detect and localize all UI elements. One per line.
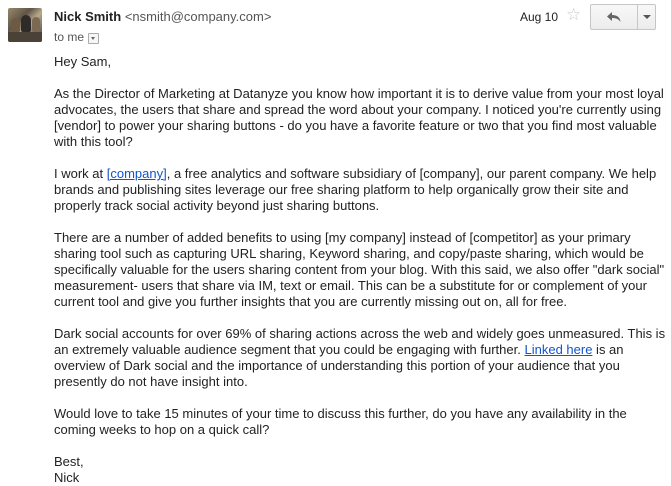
- message-body: [54, 54, 666, 486]
- paragraph-company: [54, 166, 666, 214]
- reply-icon: [606, 11, 622, 23]
- paragraph-benefits: There are a number of added benefits to using [my company] instead of [competitor] as your primary sharing tool such as capturing URL sharing, Keyword sharing, and copy/paste sharing, which would be specifically valuable for the users sharing content from your blog. With this said, we also offer "dark social" measurement- users that share via IM, text or email. This can be a substitute for or complement of your current tool and give you further insights that you are currently missing out on, all for free.: [54, 230, 665, 309]
- paragraph-text: Dark social accounts for over 69% of sharing actions across the web and widely goes unmeasured. This is an extremely valuable audience segment that you could be engaging with further.: [54, 326, 666, 357]
- recipient-line: [54, 30, 99, 44]
- message-date[interactable]: Aug 10: [520, 10, 559, 24]
- avatar-photo-ground: [8, 32, 42, 42]
- paragraph-text: , a free analytics and software subsidiary of [company], our parent company. We help brands and publishing sites leverage our free sharing platform to help organically grow their site and properly track social activity beyond just sharing buttons.: [54, 166, 657, 213]
- avatar-photo-person: [32, 17, 40, 32]
- avatar-photo-person: [11, 18, 20, 32]
- chevron-down-icon: [643, 15, 651, 19]
- signature: Nick: [54, 470, 80, 485]
- sender-name[interactable]: Nick Smith: [54, 9, 122, 24]
- sender-email: <nsmith@company.com>: [124, 9, 272, 24]
- recipient-label: to me: [54, 30, 85, 44]
- paragraph-text: is an overview of Dark social and the importance of understanding this portion of your audience that you presently do not have insight into.: [54, 342, 624, 389]
- show-details-icon[interactable]: [88, 33, 99, 44]
- paragraph-intro: As the Director of Marketing at Datanyze you know how important it is to derive value from your most loyal advocates, the users that share and spread the word about your company. I noticed you're currently using [vendor] to power your sharing buttons - do you have a favorite feature or two that you find most valuable with this tool?: [54, 86, 664, 149]
- greeting: Hey Sam,: [54, 54, 112, 69]
- linked-here-link[interactable]: Linked here: [524, 342, 593, 357]
- message-actions: [590, 4, 656, 30]
- company-link[interactable]: [company]: [106, 166, 167, 181]
- more-actions-button[interactable]: [638, 5, 655, 29]
- sender-line: [54, 9, 271, 24]
- avatar-photo-person: [21, 15, 31, 32]
- paragraph-dark-social: [54, 326, 666, 390]
- reply-button[interactable]: [591, 5, 638, 29]
- closing: Best,: [54, 454, 84, 469]
- avatar[interactable]: [8, 8, 42, 42]
- paragraph-call-to-action: Would love to take 15 minutes of your time to discuss this further, do you have any availability in the coming weeks to hop on a quick call?: [54, 406, 627, 437]
- paragraph-text: I work at: [54, 166, 107, 181]
- star-icon[interactable]: ☆: [566, 5, 582, 24]
